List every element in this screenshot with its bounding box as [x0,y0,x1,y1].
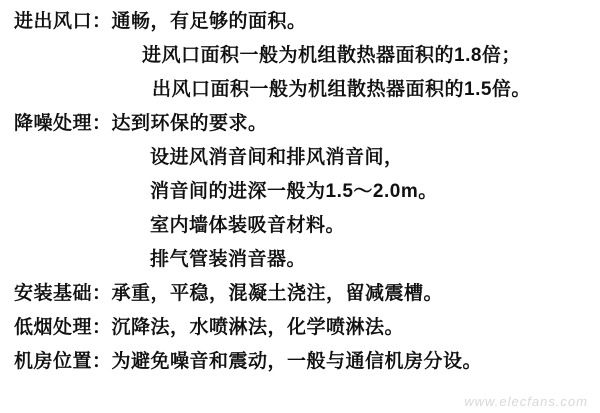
section-value: 承重，平稳，混凝土浇注，留减震槽。 [111,283,444,304]
section-air-inlet-outlet [14,6,590,106]
watermark: www.elecfans.com [464,394,588,409]
section-label: 进出风口： [14,11,112,32]
section-heading-row [14,108,590,140]
section-subline: 设进风消音间和排风消音间， [150,147,404,168]
section-subline: 出风口面积一般为机组散热器面积的1.5倍。 [152,79,531,100]
section-label: 降噪处理： [14,113,112,134]
section-label: 低烟处理： [14,317,112,338]
section-heading-row [14,278,590,310]
section-heading-row [14,6,590,38]
section-value: 沉降法，水喷淋法，化学喷淋法。 [111,317,405,338]
section-machine-room-location [14,346,590,378]
section-label: 机房位置： [14,351,112,372]
section-subline: 进风口面积一般为机组散热器面积的1.8倍； [142,45,521,66]
section-value: 为避免噪音和震动，一般与通信机房分设。 [111,351,483,372]
section-value: 通畅，有足够的面积。 [111,11,307,32]
section-heading-row [14,346,590,378]
section-label: 安装基础： [14,283,112,304]
section-smoke-treatment [14,312,590,344]
section-subline: 室内墙体装吸音材料。 [150,215,346,236]
section-installation-base [14,278,590,310]
section-heading-row [14,312,590,344]
section-subline: 消音间的进深一般为1.5～2.0m。 [150,181,438,202]
section-noise-reduction [14,108,590,276]
section-subline: 排气管装消音器。 [150,249,307,270]
section-value: 达到环保的要求。 [111,113,268,134]
